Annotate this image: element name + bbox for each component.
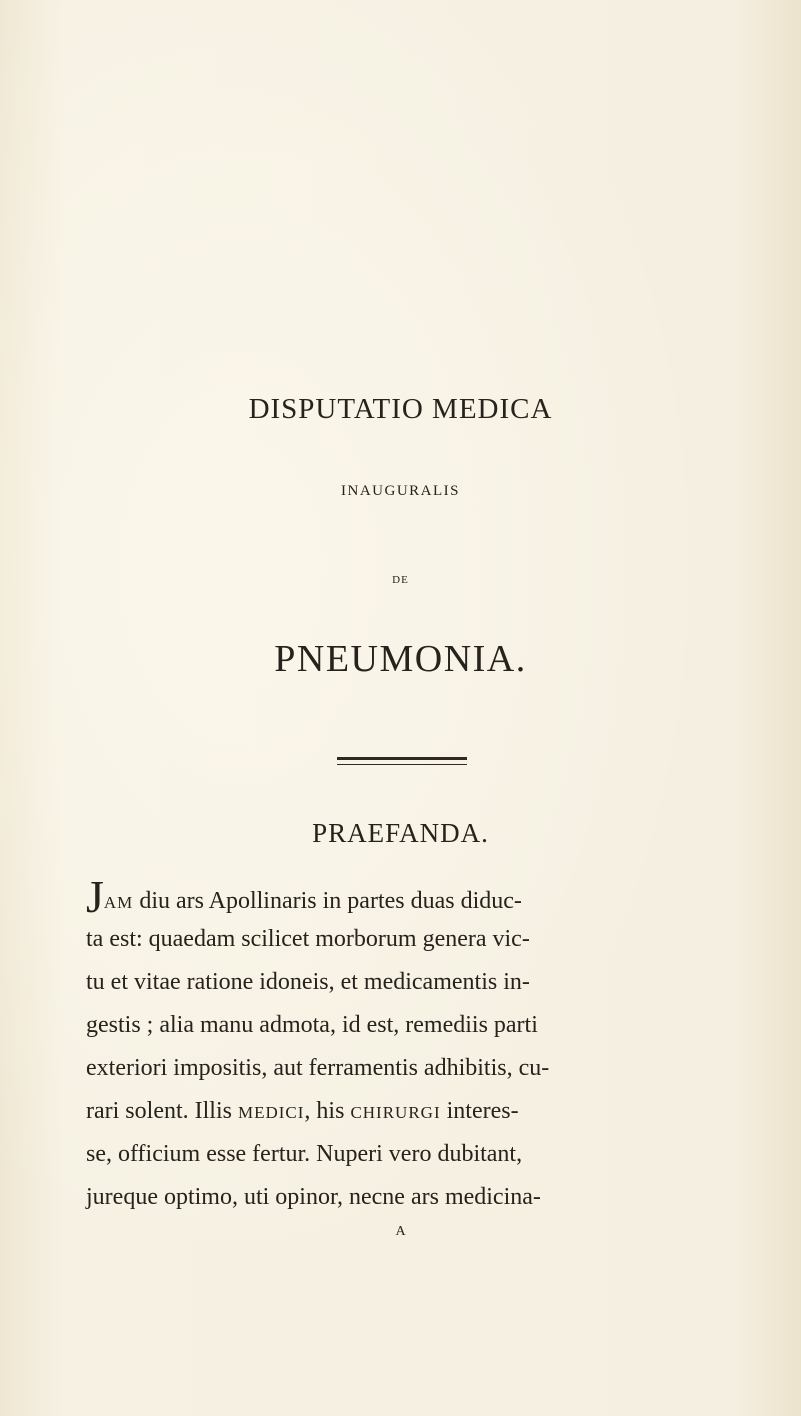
title-de: DE	[392, 574, 409, 586]
body-line-6-a: rari solent. Illis	[86, 1098, 238, 1124]
body-line-6	[86, 1090, 726, 1133]
body-line-6-b: , his	[304, 1098, 351, 1124]
body-line-1	[86, 871, 726, 922]
body-line-7: se, officium esse fertur. Nuperi vero dubitant,	[86, 1141, 523, 1167]
body-line-3: tu et vitae ratione idoneis, et medicamentis in-	[86, 969, 530, 995]
body-line-8: jureque optimo, uti opinor, necne ars medicina-	[86, 1184, 541, 1210]
body-paragraph	[86, 871, 726, 1219]
section-heading: PRAEFANDA.	[312, 818, 489, 848]
signature-mark: A	[395, 1224, 406, 1239]
body-line-6-c: interes-	[440, 1098, 519, 1124]
title-pneumonia: PNEUMONIA.	[274, 638, 527, 680]
body-line-5: exteriori impositis, aut ferramentis adhibitis, cu-	[86, 1055, 550, 1081]
body-line-2: ta est: quaedam scilicet morborum genera vic-	[86, 926, 530, 952]
body-line-1-text: diu ars Apollinaris in partes duas diduc-	[133, 888, 522, 914]
drop-cap-smallcaps: AM	[103, 893, 134, 912]
title-inauguralis: INAUGURALIS	[341, 483, 460, 499]
smallcaps-medici: MEDICI	[237, 1103, 305, 1122]
body-line-4: gestis ; alia manu admota, id est, remediis parti	[86, 1012, 538, 1038]
divider-thick-rule	[337, 757, 467, 760]
title-disputatio-medica: DISPUTATIO MEDICA	[248, 393, 553, 425]
smallcaps-chirurgi: CHIRURGI	[350, 1103, 441, 1122]
drop-cap: J	[86, 871, 104, 922]
divider-thin-rule	[337, 764, 467, 765]
